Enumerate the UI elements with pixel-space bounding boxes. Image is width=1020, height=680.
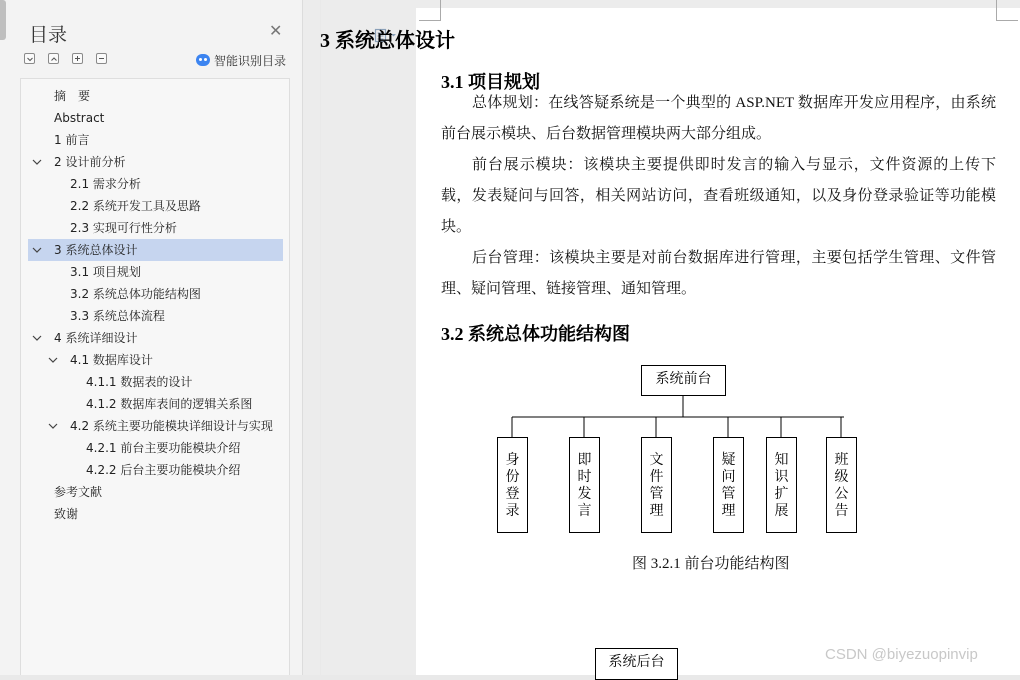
section-heading: 3.1 项目规划 — [441, 72, 540, 92]
diagram-child-node: 身 份 登 录 — [497, 437, 528, 533]
diagram-child-node: 知 识 扩 展 — [766, 437, 797, 533]
diagram-child-node: 疑 问 管 理 — [713, 437, 744, 533]
toc-item-label: 摘 要 — [54, 89, 91, 103]
toc-item-label: 3.3 系统总体流程 — [70, 309, 165, 323]
toc-item-label: 3 系统总体设计 — [54, 243, 138, 257]
toc-item-label: 4.1 数据库设计 — [70, 353, 153, 367]
paragraph: 前台展示模块：该模块主要提供即时发言的输入与显示，文件资源的上传下载，发表疑问与回答，相关网站访问，查看班级通知，以及身份登录验证等功能模块。 — [441, 157, 996, 235]
toc-item-label: Abstract — [54, 111, 105, 125]
toc-item-label: 2.2 系统开发工具及思路 — [70, 199, 201, 213]
figure-caption: 图 3.2.1 前台功能结构图 — [632, 556, 790, 572]
toc-item-label: 4.1.1 数据表的设计 — [86, 375, 193, 389]
toc-item-label: 3.1 项目规划 — [70, 265, 141, 279]
toc-item-label: 参考文献 — [54, 485, 103, 499]
toc-item-label: 致谢 — [54, 507, 79, 521]
diagram-child-node: 文 件 管 理 — [641, 437, 672, 533]
section-heading: 3.2 系统总体功能结构图 — [441, 324, 630, 344]
toc-item-label: 4.1.2 数据库表间的逻辑关系图 — [86, 397, 253, 411]
toc-item-label: 2 设计前分析 — [54, 155, 126, 169]
toc-item-label: 1 前言 — [54, 133, 90, 147]
watermark: CSDN @biyezuopinvip — [825, 646, 978, 663]
close-icon[interactable]: ✕ — [269, 21, 283, 40]
toc-item-label: 4.2.2 后台主要功能模块介绍 — [86, 463, 241, 477]
toc-item-label: 4.2 系统主要功能模块详细设计与实现 — [70, 419, 273, 433]
paragraph: 总体规划：在线答疑系统是一个典型的 ASP.NET 数据库开发应用程序，由系统前台展示模块、后台数据管理模块两大部分组成。 — [441, 95, 996, 142]
diagram-child-node: 即 时 发 言 — [569, 437, 600, 533]
chapter-title: 3 系统总体设计 — [320, 30, 455, 52]
diagram-root-node-backend: 系统后台 — [595, 648, 678, 680]
toc-title: 目录 — [29, 24, 68, 46]
toc-item-label: 4.2.1 前台主要功能模块介绍 — [86, 441, 241, 455]
diagram-root-node: 系统前台 — [641, 365, 726, 396]
toc-item-label: 2.3 实现可行性分析 — [70, 221, 177, 235]
toc-item-label: 2.1 需求分析 — [70, 177, 141, 191]
smart-toc-label: 智能识别目录 — [214, 54, 287, 68]
diagram-child-node: 班 级 公 告 — [826, 437, 857, 533]
toc-item-label: 4 系统详细设计 — [54, 331, 138, 345]
toc-item-label: 3.2 系统总体功能结构图 — [70, 287, 201, 301]
paragraph: 后台管理：该模块主要是对前台数据库进行管理，主要包括学生管理、文件管理、疑问管理、链接管理、通知管理。 — [441, 250, 996, 297]
